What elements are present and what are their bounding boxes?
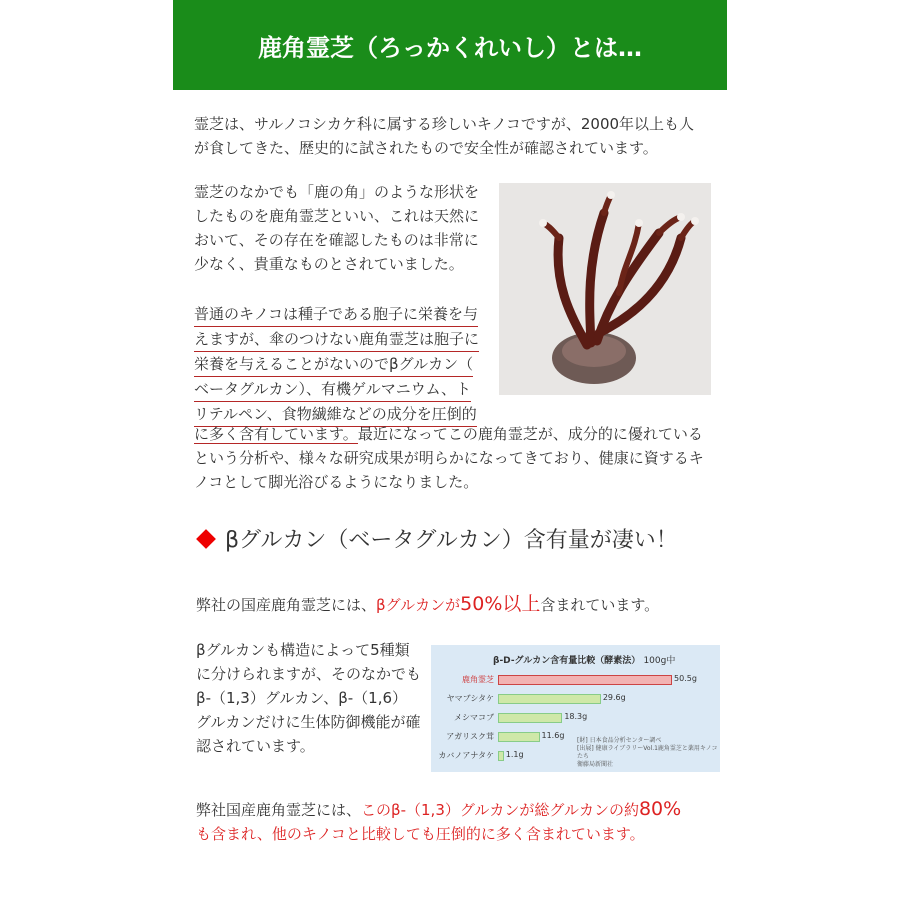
text-line: が食してきた、歴史的に試されたもので安全性が確認されています。: [194, 139, 658, 157]
source-line: [出展] 健康ライブラリーVol.1鹿角霊芝と薬用キノコたち: [577, 745, 718, 760]
text-segment: 含まれています。: [540, 596, 660, 614]
text-line: ノコとして脚光浴びるようになりました。: [194, 473, 479, 491]
intro-paragraph: [194, 112, 694, 160]
highlight-number: 50%以上: [460, 593, 541, 615]
shape-paragraph: [194, 180, 479, 276]
chart-unit: 100g中: [643, 656, 676, 666]
chart-title-text: β-D-グルカン含有量比較（酵素法）: [493, 656, 641, 666]
bar-value-label: 18.3g: [564, 712, 588, 721]
bar-label: 鹿角霊芝: [462, 675, 494, 684]
page-title: 鹿角霊芝（ろっかくれいし）とは…: [173, 0, 727, 90]
bar: [498, 675, 672, 685]
bar: [498, 732, 540, 742]
bar-label: ヤマブシタケ: [446, 694, 494, 703]
text-line: βグルカンも構造によって5種類: [196, 641, 410, 659]
highlight-number: 80%: [638, 798, 682, 820]
bar: [498, 751, 504, 761]
underlined-segment: に多く含有しています。: [194, 425, 358, 443]
source-line: [財] 日本食品分析センター調べ: [577, 737, 662, 744]
text-segment: 最近になってこの鹿角霊芝が、成分的に優れている: [357, 425, 703, 443]
final-paragraph: [196, 797, 681, 846]
underlined-line: えますが、傘のつけない鹿角霊芝は胞子に: [194, 327, 479, 352]
text-line: したものを鹿角霊芝といい、これは天然に: [194, 207, 480, 225]
text-line: 霊芝のなかでも「鹿の角」のような形状を: [194, 183, 480, 201]
text-line: グルカンだけに生体防御機能が確: [196, 713, 421, 731]
bar-value-label: 1.1g: [505, 750, 524, 759]
section-title: βグルカン（ベータグルカン）含有量が凄い！: [225, 528, 678, 553]
highlight-text: このβ-（1,3）グルカンが総グルカンの約: [361, 801, 639, 819]
chart-source: [577, 737, 720, 769]
text-line: おいて、その存在を確認したものは非常に: [194, 231, 479, 249]
nutrient-paragraph: [194, 302, 479, 427]
text-line: [194, 422, 704, 446]
text-line: β-（1,3）グルカン、β-（1,6）: [196, 689, 408, 707]
mushroom-illustration: [499, 183, 711, 395]
diamond-bullet-icon: [196, 529, 216, 549]
bar: [498, 713, 562, 723]
highlight-text: βグルカンが: [376, 596, 461, 614]
bar: [498, 694, 601, 704]
bar-value-label: 11.6g: [541, 731, 565, 740]
text-line: 霊芝は、サルノコシカケ科に属する珍しいキノコですが、2000年以上も人: [194, 115, 695, 133]
text-line: [196, 592, 659, 617]
bar-label: メシマコブ: [454, 713, 494, 722]
glucan-comparison-chart: [431, 645, 720, 772]
text-line: 認されています。: [196, 737, 315, 755]
section-heading: [195, 523, 678, 554]
highlight-line: も含まれ、他のキノコと比較しても圧倒的に多く含まれています。: [196, 825, 645, 843]
underlined-line: リテルペン、食物繊維などの成分を圧倒的: [194, 402, 477, 427]
underlined-line: 普通のキノコは種子である胞子に栄養を与: [194, 302, 478, 327]
text-line: という分析や、様々な研究成果が明らかになってきており、健康に資するキ: [194, 449, 704, 467]
bar-value-label: 29.6g: [602, 693, 626, 702]
nutrient-continued: [194, 422, 704, 494]
glucan-types-paragraph: [196, 638, 421, 758]
underlined-line: ベータグルカン）、有機ゲルマニウム、ト: [194, 377, 471, 402]
text-segment: 弊社国産鹿角霊芝には、: [196, 801, 362, 819]
bar-label: アガリスク茸: [446, 732, 494, 741]
source-line: 衛藤局新聞社: [577, 761, 614, 768]
rokkaku-reishi-photo: [499, 183, 711, 395]
text-line: 少なく、貴重なものとされていました。: [194, 255, 464, 273]
text-segment: 弊社の国産鹿角霊芝には、: [196, 596, 377, 614]
chart-title: [493, 653, 675, 666]
text-line: に分けられますが、そのなかでも: [196, 665, 422, 683]
text-line: [196, 797, 681, 822]
bar-value-label: 50.5g: [674, 674, 697, 683]
content-statement: [196, 592, 659, 617]
underlined-line: 栄養を与えることがないのでβグルカン（: [194, 352, 473, 377]
bar-label: カバノアナタケ: [438, 751, 494, 760]
